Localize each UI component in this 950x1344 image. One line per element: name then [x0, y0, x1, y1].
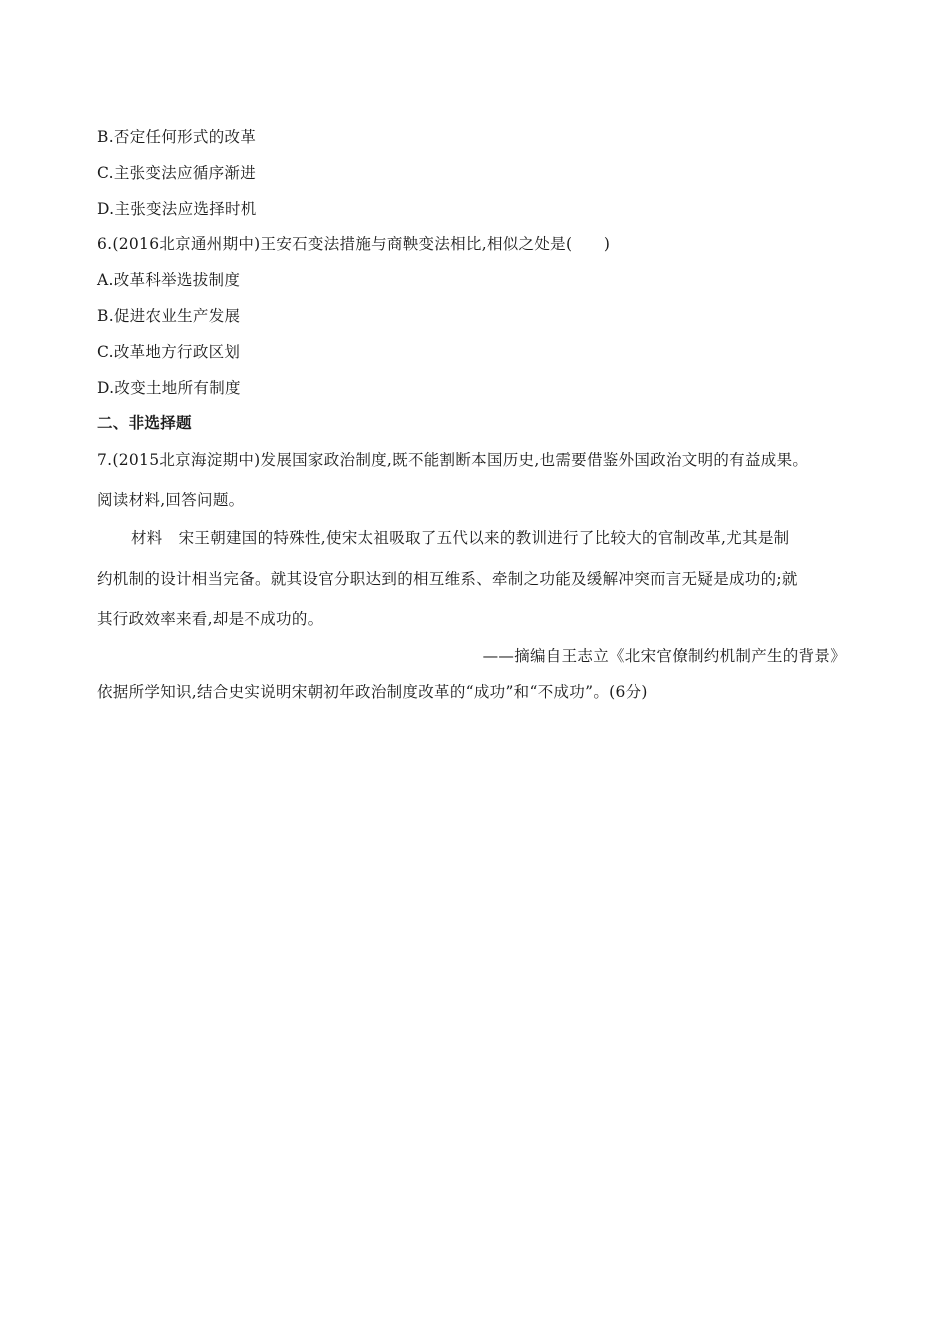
q6-stem: 6.(2016北京通州期中)王安石变法措施与商鞅变法相比,相似之处是( ): [97, 235, 611, 253]
q7-stem-line2: 阅读材料,回答问题。: [97, 491, 245, 509]
section-title: 二、非选择题: [97, 414, 192, 432]
material-text-line2: 约机制的设计相当完备。就其设官分职达到的相互维系、牵制之功能及缓解冲突而言无疑是成功的;就: [97, 570, 798, 588]
q7-prompt: 依据所学知识,结合史实说明宋朝初年政治制度改革的“成功”和“不成功”。(6分): [97, 683, 648, 701]
q5-option-b: B.否定任何形式的改革: [97, 128, 257, 146]
material-text-line3: 其行政效率来看,却是不成功的。: [97, 610, 324, 628]
material-paragraph-line1: [131, 528, 789, 548]
q5-option-d: D.主张变法应选择时机: [97, 200, 257, 218]
q6-option-d: D.改变土地所有制度: [97, 379, 241, 397]
q7-stem-line1: 7.(2015北京海淀期中)发展国家政治制度,既不能割断本国历史,也需要借鉴外国政治文明的有益成果。: [97, 451, 809, 469]
material-text-line1: 宋王朝建国的特殊性,使宋太祖吸取了五代以来的教训进行了比较大的官制改革,尤其是制: [178, 529, 790, 547]
q6-option-b: B.促进农业生产发展: [97, 307, 241, 325]
material-label: 材料: [131, 529, 163, 547]
q6-option-c: C.改革地方行政区划: [97, 343, 241, 361]
q6-option-a: A.改革科举选拔制度: [97, 271, 241, 289]
q5-option-c: C.主张变法应循序渐进: [97, 164, 257, 182]
material-source: ——摘编自王志立《北宋官僚制约机制产生的背景》: [482, 647, 846, 665]
